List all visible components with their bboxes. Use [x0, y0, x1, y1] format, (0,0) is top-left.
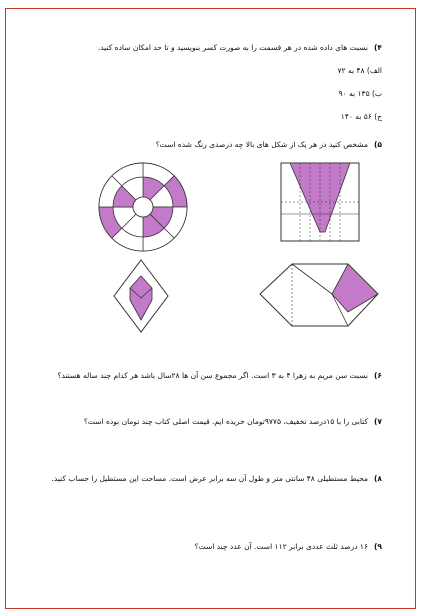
question-text: نسبت های داده شده در هر قسمت را به صورت کسر بنویسید و تا حد امکان ساده کنید. [97, 43, 368, 52]
question-number: ۴) [373, 43, 382, 52]
question-number: ۶) [373, 371, 382, 380]
question-9 [195, 542, 382, 552]
q4-part-b: ب) ۱۳۵ به ۹۰ [338, 89, 382, 98]
question-4 [98, 43, 382, 53]
question-5 [156, 140, 382, 150]
question-number: ۷) [373, 417, 382, 426]
shaded-kite-figure [108, 258, 174, 334]
question-text: محیط مستطیلی ۴۸ سانتی متر و طول آن سه برابر عرض است. مساحت این مستطیل را حساب کنید. [51, 474, 368, 483]
question-number: ۵) [373, 140, 382, 149]
question-number: ۹) [373, 542, 382, 551]
question-6 [57, 371, 382, 381]
question-text: نسبت سن مریم به زهرا ۴ به ۳ است. اگر مجموع سن آن ها ۲۸سال باشد هر کدام چند ساله هستند؟ [57, 371, 368, 380]
shaded-circle-figure [96, 160, 190, 254]
q4-part-c: ج) ۵۶ به ۱۴۰ [340, 112, 382, 121]
question-text: ۱۶ درصد ثلث عددی برابر ۱۱۲ است. آن عدد چند است؟ [194, 542, 368, 551]
question-7 [84, 417, 382, 427]
shaded-hexagon-figure [258, 262, 380, 328]
question-8 [52, 474, 382, 484]
question-text: مشخص کنید در هر یک از شکل های بالا چه درصدی رنگ شده است؟ [155, 140, 368, 149]
q4-part-a: الف) ۴۸ به ۷۲ [337, 66, 382, 75]
question-text: کتابی را با ۱۵درصد تخفیف، ۹۷۷۵تومان خریده ایم. قیمت اصلی کتاب چند تومان بوده است؟ [83, 417, 368, 426]
question-number: ۸) [373, 474, 382, 483]
shaded-square-figure [280, 162, 360, 242]
